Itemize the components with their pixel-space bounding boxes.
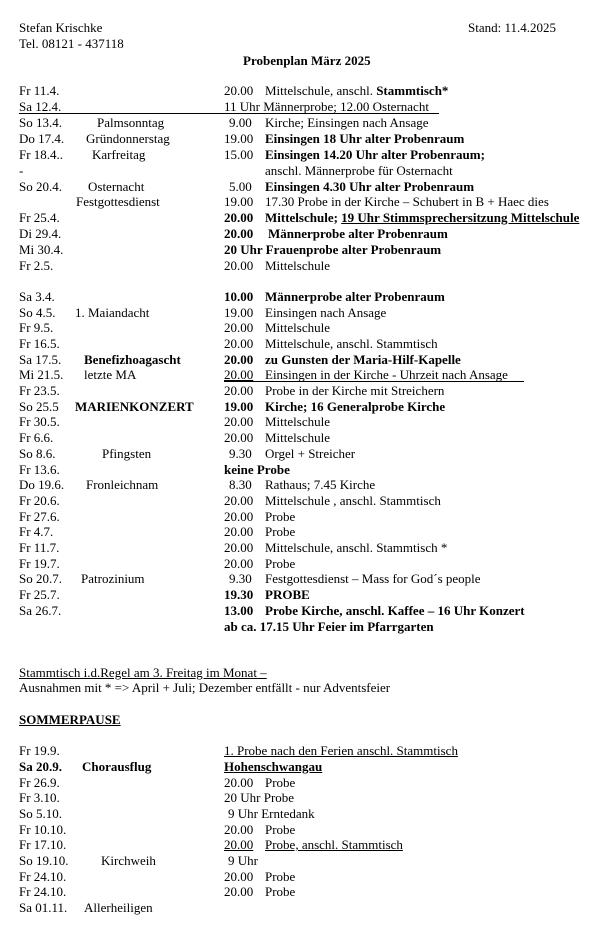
row-date: So 5.10.	[19, 806, 62, 821]
summer-break-heading: SOMMERPAUSE	[19, 712, 121, 727]
row-time: 13.00	[224, 603, 254, 618]
row-time: 20.00	[224, 83, 254, 98]
row-note: 9 Uhr Erntedank	[228, 806, 315, 821]
row-note: Kirche; 16 Generalprobe Kirche	[265, 399, 446, 414]
table-row	[0, 289, 615, 304]
table-row	[0, 853, 615, 868]
row-date: Fr 24.10.	[19, 869, 67, 884]
row-time: 20.00	[224, 352, 254, 367]
row-date: Do 17.4.	[19, 131, 65, 146]
table-row	[0, 837, 615, 852]
table-row	[0, 430, 615, 445]
row-note: Orgel + Streicher	[265, 446, 356, 461]
row-date: Fr 19.9.	[19, 743, 60, 758]
divider-line	[224, 381, 524, 382]
table-row	[0, 884, 615, 899]
table-row	[0, 99, 615, 114]
row-time: 20.00	[224, 509, 254, 524]
row-note: Probe	[265, 775, 296, 790]
row-time: 20.00	[224, 884, 254, 899]
row-note: Probe, anschl. Stammtisch	[265, 837, 403, 852]
row-note: Probe	[265, 509, 296, 524]
row-date: Fr 25.7.	[19, 587, 60, 602]
row-time: 15.00	[224, 147, 254, 162]
row-event: letzte MA	[84, 367, 137, 382]
row-note: Einsingen 4.30 Uhr alter Probenraum	[265, 179, 475, 194]
row-time: 9.30	[229, 446, 252, 461]
row-note: ab ca. 17.15 Uhr Feier im Pfarrgarten	[224, 619, 434, 634]
row-date: Fr 11.4.	[19, 83, 60, 98]
row-date: Fr 2.5.	[19, 258, 54, 273]
row-note: Einsingen in der Kirche - Uhrzeit nach Ansage	[265, 367, 508, 382]
table-row	[0, 603, 615, 618]
row-note: Probe	[265, 524, 296, 539]
row-note: Probe Kirche, anschl. Kaffee – 16 Uhr Konzert	[265, 603, 525, 618]
row-time: 20.00	[224, 493, 254, 508]
row-time: 20.00	[224, 822, 254, 837]
row-event: Kirchweih	[101, 853, 156, 868]
row-date: Fr 19.7.	[19, 556, 60, 571]
row-event: Karfreitag	[92, 147, 146, 162]
row-date: Fr 11.7.	[19, 540, 60, 555]
row-note: 9 Uhr	[228, 853, 258, 868]
row-time: 20.00	[224, 524, 254, 539]
row-note: PROBE	[265, 587, 310, 602]
row-date: Fr 10.10.	[19, 822, 67, 837]
table-row	[0, 493, 615, 508]
table-row	[0, 210, 615, 225]
table-row	[0, 336, 615, 351]
row-time: 20.00	[224, 414, 254, 429]
row-event: MARIENKONZERT	[75, 399, 194, 414]
row-date: Fr 25.4.	[19, 210, 60, 225]
row-time: 5.00	[229, 179, 252, 194]
row-time: 19.00	[224, 305, 254, 320]
table-row	[0, 477, 615, 492]
row-event: Chorausflug	[82, 759, 152, 774]
table-row	[0, 556, 615, 571]
row-date: Sa 17.5.	[19, 352, 62, 367]
stand-date: Stand: 11.4.2025	[468, 20, 556, 35]
row-note: Einsingen 14.20 Uhr alter Probenraum;	[265, 147, 485, 162]
row-note: 20 Uhr Frauenprobe alter Probenraum	[224, 242, 442, 257]
table-row	[0, 571, 615, 586]
row-event: Gründonnerstag	[86, 131, 170, 146]
row-date: Sa 26.7.	[19, 603, 62, 618]
row-time: 19.00	[224, 399, 254, 414]
row-date: Fr 27.6.	[19, 509, 60, 524]
row-note: Mittelschule	[265, 414, 330, 429]
table-row	[0, 83, 615, 98]
row-time: 20.00	[224, 556, 254, 571]
row-note: Mittelschule	[265, 430, 330, 445]
row-time: 9.00	[229, 115, 252, 130]
row-note: 17.30 Probe in der Kirche – Schubert in B + Haec dies	[265, 194, 549, 209]
row-note: Probe	[265, 884, 296, 899]
row-note: 11 Uhr Männerprobe; 12.00 Osternacht	[224, 99, 429, 114]
row-time: 10.00	[224, 289, 254, 304]
stammtisch-note: Stammtisch i.d.Regel am 3. Freitag im Monat –	[19, 665, 267, 680]
row-note: 1. Probe nach den Ferien anschl. Stammtisch	[224, 743, 458, 758]
divider-line	[19, 113, 439, 114]
row-date: Di 29.4.	[19, 226, 62, 241]
row-note: Mittelschule, anschl. Stammtisch*	[265, 83, 449, 98]
table-row	[0, 383, 615, 398]
row-note: Mittelschule, anschl. Stammtisch	[265, 336, 438, 351]
row-note: 20 Uhr Probe	[224, 790, 295, 805]
table-row	[0, 462, 615, 477]
row-time: 20.00	[224, 869, 254, 884]
row-note: Mittelschule, anschl. Stammtisch *	[265, 540, 448, 555]
row-time: 20.00	[224, 383, 254, 398]
table-row	[0, 179, 615, 194]
row-note: Mittelschule; 19 Uhr Stimmsprechersitzung Mittelschule	[265, 210, 580, 225]
table-row	[0, 305, 615, 320]
row-date: Do 19.6.	[19, 477, 65, 492]
row-date: Mi 30.4.	[19, 242, 64, 257]
table-row	[0, 163, 615, 178]
row-date: So 19.10.	[19, 853, 69, 868]
author-phone: Tel. 08121 - 437118	[19, 36, 124, 51]
row-date: So 25.5	[19, 399, 59, 414]
table-row	[0, 446, 615, 461]
row-time: 9.30	[229, 571, 252, 586]
row-note: Probe in der Kirche mit Streichern	[265, 383, 445, 398]
row-event: Patrozinium	[81, 571, 145, 586]
page-title: Probenplan März 2025	[243, 53, 371, 68]
row-note: Männerprobe alter Probenraum	[265, 289, 445, 304]
row-time: 20.00	[224, 336, 254, 351]
stammtisch-exceptions: Ausnahmen mit * => April + Juli; Dezember entfällt - nur Adventsfeier	[19, 680, 391, 695]
row-date: Fr 20.6.	[19, 493, 60, 508]
row-date: Fr 26.9.	[19, 775, 60, 790]
table-row	[0, 226, 615, 241]
row-note: Einsingen 18 Uhr alter Probenraum	[265, 131, 465, 146]
row-date: Fr 13.6.	[19, 462, 60, 477]
table-row	[0, 147, 615, 162]
row-date: Fr 17.10.	[19, 837, 67, 852]
table-row	[0, 524, 615, 539]
row-date: So 4.5.	[19, 305, 56, 320]
table-row	[0, 320, 615, 335]
row-date: -	[19, 163, 24, 178]
row-date: Fr 24.10.	[19, 884, 67, 899]
table-row	[0, 414, 615, 429]
row-date: Fr 30.5.	[19, 414, 60, 429]
row-time: 19.00	[224, 194, 254, 209]
table-row	[0, 743, 615, 758]
row-time: 20.00	[224, 320, 254, 335]
row-date: Fr 9.5.	[19, 320, 54, 335]
row-event: Osternacht	[88, 179, 145, 194]
row-event: Festgottesdienst	[76, 194, 160, 209]
row-note: Rathaus; 7.45 Kirche	[265, 477, 376, 492]
row-date: Sa 3.4.	[19, 289, 55, 304]
table-row	[0, 775, 615, 790]
row-note: Männerprobe alter Probenraum	[268, 226, 448, 241]
row-event: Pfingsten	[102, 446, 152, 461]
table-row	[0, 790, 615, 805]
row-time: 19.00	[224, 131, 254, 146]
row-note: Festgottesdienst – Mass for God´s people	[265, 571, 481, 586]
table-row	[0, 242, 615, 257]
table-row	[0, 869, 615, 884]
row-time: 8.30	[229, 477, 252, 492]
row-note: Probe	[265, 869, 296, 884]
table-row	[0, 258, 615, 273]
row-date: So 20.7.	[19, 571, 62, 586]
row-date: Fr 23.5.	[19, 383, 60, 398]
row-note: Mittelschule	[265, 258, 330, 273]
row-event: Benefizhoagascht	[84, 352, 181, 367]
row-date: Fr 3.10.	[19, 790, 60, 805]
table-row	[0, 194, 615, 209]
table-row	[0, 619, 615, 634]
table-row	[0, 399, 615, 414]
row-note: Mittelschule , anschl. Stammtisch	[265, 493, 441, 508]
row-note: Kirche; Einsingen nach Ansage	[265, 115, 429, 130]
row-date: Fr 18.4..	[19, 147, 64, 162]
row-date: Mi 21.5.	[19, 367, 64, 382]
row-time: 19.30	[224, 587, 254, 602]
row-time: 20.00	[224, 775, 254, 790]
row-date: So 13.4.	[19, 115, 62, 130]
row-time: 20.00	[224, 226, 254, 241]
row-date: Fr 4.7.	[19, 524, 54, 539]
row-time: 20.00	[224, 837, 254, 852]
row-note: Einsingen nach Ansage	[265, 305, 387, 320]
row-note: keine Probe	[224, 462, 290, 477]
row-note: Mittelschule	[265, 320, 330, 335]
row-date: Fr 6.6.	[19, 430, 54, 445]
table-row	[0, 587, 615, 602]
row-time: 20.00	[224, 430, 254, 445]
table-row	[0, 352, 615, 367]
row-event: Allerheiligen	[84, 900, 153, 915]
row-event: Fronleichnam	[86, 477, 159, 492]
table-row	[0, 806, 615, 821]
row-note: anschl. Männerprobe für Osternacht	[265, 163, 453, 178]
table-row	[0, 131, 615, 146]
author-name: Stefan Krischke	[19, 20, 103, 35]
row-time: 20.00	[224, 540, 254, 555]
row-date: Sa 20.9.	[19, 759, 62, 774]
row-event: 1. Maiandacht	[75, 305, 150, 320]
table-row	[0, 115, 615, 130]
table-row	[0, 540, 615, 555]
row-date: Sa 01.11.	[19, 900, 68, 915]
row-date: So 8.6.	[19, 446, 56, 461]
row-time: 20.00	[224, 258, 254, 273]
row-note: zu Gunsten der Maria-Hilf-Kapelle	[265, 352, 461, 367]
row-date: Fr 16.5.	[19, 336, 60, 351]
row-note: Hohenschwangau	[224, 759, 323, 774]
row-note: Probe	[265, 556, 296, 571]
row-date: So 20.4.	[19, 179, 62, 194]
table-row	[0, 367, 615, 382]
row-time: 20.00	[224, 210, 254, 225]
table-row	[0, 509, 615, 524]
row-note: Probe	[265, 822, 296, 837]
table-row	[0, 900, 615, 915]
row-time: 20.00	[224, 367, 254, 382]
table-row	[0, 759, 615, 774]
row-event: Palmsonntag	[97, 115, 165, 130]
row-date: Sa 12.4.	[19, 99, 62, 114]
table-row	[0, 822, 615, 837]
